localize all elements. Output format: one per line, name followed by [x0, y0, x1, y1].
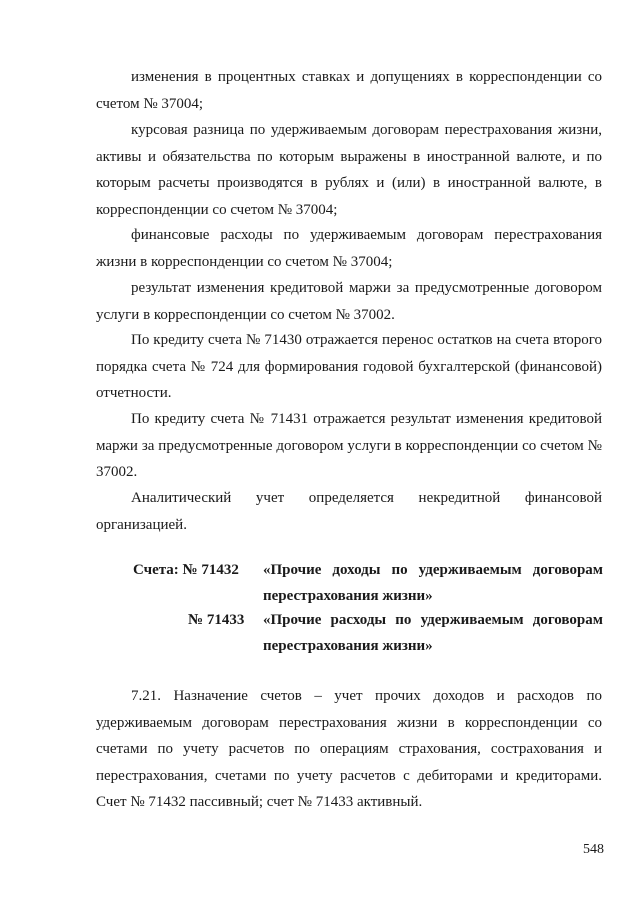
paragraph-exchange-difference: курсовая разница по удерживаемым договорам перестрахования жизни, активы и обязательства по которым выражены в иностранной валюте, и по которым расчеты производятся в рублях и (или) в иностранной валюте, в корреспонденции со счетом № 37004;: [96, 122, 602, 218]
paragraph-analytical-accounting: Аналитический учет определяется некредитной финансовой организацией.: [96, 490, 602, 533]
paragraph-financial-expenses: финансовые расходы по удерживаемым договорам перестрахования жизни в корреспонденции со счетом № 37004;: [96, 227, 602, 270]
paragraph-credit-margin: результат изменения кредитовой маржи за предусмотренные договором услуги в корреспонденции со счетом № 37002.: [96, 280, 602, 323]
paragraph-credit-71431: По кредиту счета № 71431 отражается результат изменения кредитовой маржи за предусмотренные договором услуги в корреспонденции со счетом № 37002.: [96, 411, 602, 480]
account-71433-title: «Прочие расходы по удерживаемым договорам перестрахования жизни»: [263, 612, 603, 654]
accounts-label: Счета: № 71432: [133, 562, 239, 578]
account-71432-title: «Прочие доходы по удерживаемым договорам перестрахования жизни»: [263, 562, 603, 604]
paragraph-interest-rates: изменения в процентных ставках и допущениях в корреспонденции со счетом № 37004;: [96, 69, 602, 112]
section-7-21: 7.21. Назначение счетов – учет прочих доходов и расходов по удерживаемым договорам перестрахования жизни в корреспонденции со счетами по учету расчетов по операциям страхования, сострахования и перестрахования, счетами по учету расчетов с дебиторами и кредиторами. Счет № 71432 пассивный; счет № 71433 активный.: [96, 688, 602, 810]
page-number: 548: [583, 842, 604, 857]
paragraph-credit-71430: По кредиту счета № 71430 отражается перенос остатков на счета второго порядка счета № 724 для формирования годовой бухгалтерской (финансовой) отчетности.: [96, 332, 602, 401]
account-71433-number: № 71433: [188, 612, 245, 628]
